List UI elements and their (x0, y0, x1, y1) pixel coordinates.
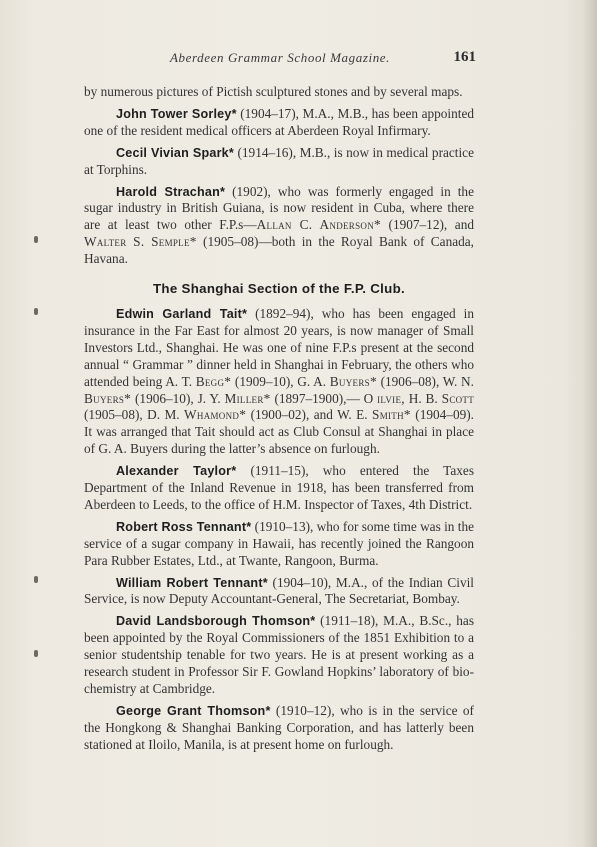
entry-text: (1911–15), who entered the Taxes Department of the Inland Revenue in 1918, has been transferred from Aberdeen to Leeds, to the office of H.M. Inspector of Taxes, 4th District. (84, 463, 474, 512)
entry-tait (84, 306, 474, 458)
entry-wr-tennant (84, 575, 474, 609)
entry-spark (84, 145, 474, 179)
person-name: William Robert Tennant* (116, 575, 268, 590)
entry-text: H. B. (404, 390, 442, 406)
entry-sorley (84, 106, 474, 140)
person-name: Edwin Garland Tait* (116, 306, 248, 321)
person-name: George Grant Thomson* (116, 703, 271, 718)
entry-dl-thomson (84, 613, 474, 698)
entry-text: (1905–08), D. M. (84, 407, 185, 423)
entry-text: (1902), who was formerly engaged in the sugar industry in British Guiana, is now resident in Cuba, where there are at least two other F.P.s— (84, 183, 474, 233)
section-heading: The Shanghai Section of the F.P. Club. (153, 281, 405, 297)
entry-gg-thomson (84, 703, 474, 754)
entry-strachan (84, 184, 474, 269)
person-name: John Tower Sorley* (116, 106, 237, 121)
entry-text: (1911–18), M.A., B.Sc., has been appointed by the Royal Commissioners of the 1851 Exhibition to a senior studentship tenable for two years. He is at present working as a research student in Professor Sir F. Gowland Hopkins’ laboratory of bio-chemistry at Cambridge. (84, 613, 474, 696)
margin-speck (34, 308, 38, 315)
entry-rr-tennant (84, 519, 474, 570)
article-body (84, 84, 474, 759)
entry-text: (1914–16), M.B., is now in medical practice at Torphins. (84, 144, 474, 177)
person-ref: Walter S. Semple* (84, 234, 197, 250)
person-ref: Smith* (372, 407, 411, 423)
entry-text: (1904–09). It was arranged that Tait should act as Club Consul at Shanghai in place of G. A. Buyers during the latter’s absence on furlough. (84, 407, 474, 457)
person-name: Cecil Vivian Spark* (116, 145, 234, 160)
paragraph-continuation: by numerous pictures of Pictish sculptured stones and by several maps. (84, 84, 463, 99)
person-ref: Whamond* (184, 407, 247, 423)
margin-speck (34, 236, 38, 243)
entry-text: (1910–13), who for some time was in the service of a sugar company in Hawaii, has recently joined the Rangoon Para Rubber Estates, Ltd., at Twante, Rangoon, Burma. (84, 518, 474, 568)
margin-speck (34, 576, 38, 583)
entry-text: (1904–17), M.A., M.B., has been appointed one of the resident medical officers at Aberdeen Royal Infirmary. (84, 105, 474, 138)
entry-text: (1897–1900),— O (270, 390, 378, 406)
person-ref: ilvie, (377, 390, 405, 406)
person-name: Alexander Taylor* (116, 464, 237, 479)
page-number: 161 (453, 49, 476, 65)
person-ref: Buyers* (329, 373, 377, 389)
entry-text: (1904–10), M.A., of the Indian Civil Service, is now Deputy Accountant-General, The Secretariat, Bombay. (84, 574, 474, 607)
entry-text: (1900–02), and W. E. (246, 407, 373, 423)
person-ref: Scott (441, 390, 475, 406)
entry-text: (1910–12), who is in the service of the Hongkong & Shanghai Banking Corporation, and has latterly been stationed at Iloilo, Manila, is at present home on furlough. (84, 702, 474, 752)
page-edge-shadow (583, 0, 597, 847)
person-name: Robert Ross Tennant* (116, 519, 252, 534)
margin-speck (34, 650, 38, 657)
person-ref: Buyers* (84, 390, 132, 406)
person-ref: Begg* (195, 373, 232, 389)
person-ref: Allan C. Anderson* (256, 217, 381, 233)
entry-text: (1907–12), and (380, 217, 474, 233)
running-head (84, 50, 476, 70)
person-ref: Miller* (224, 390, 271, 406)
entry-text: (1905–08)—both in the Royal Bank of Canada, Havana. (84, 234, 474, 267)
magazine-title: Aberdeen Grammar School Magazine. (169, 50, 391, 65)
entry-taylor (84, 463, 474, 514)
person-name: David Landsborough Thomson* (116, 614, 316, 629)
entry-text: (1906–08), W. N. (376, 373, 474, 389)
person-name: Harold Strachan* (116, 184, 226, 199)
entry-text: (1909–10), G. A. (231, 373, 330, 389)
entry-text: (1892–94), who has been engaged in insurance in the Far East for almost 20 years, is now manager of Small Investors Ltd., Shanghai. He was one of nine F.P.s present at the second annual “ Grammar ” dinner held in Shanghai in February, the others who attended being A. T. (84, 305, 474, 389)
entry-text: (1906–10), J. Y. (131, 390, 225, 406)
